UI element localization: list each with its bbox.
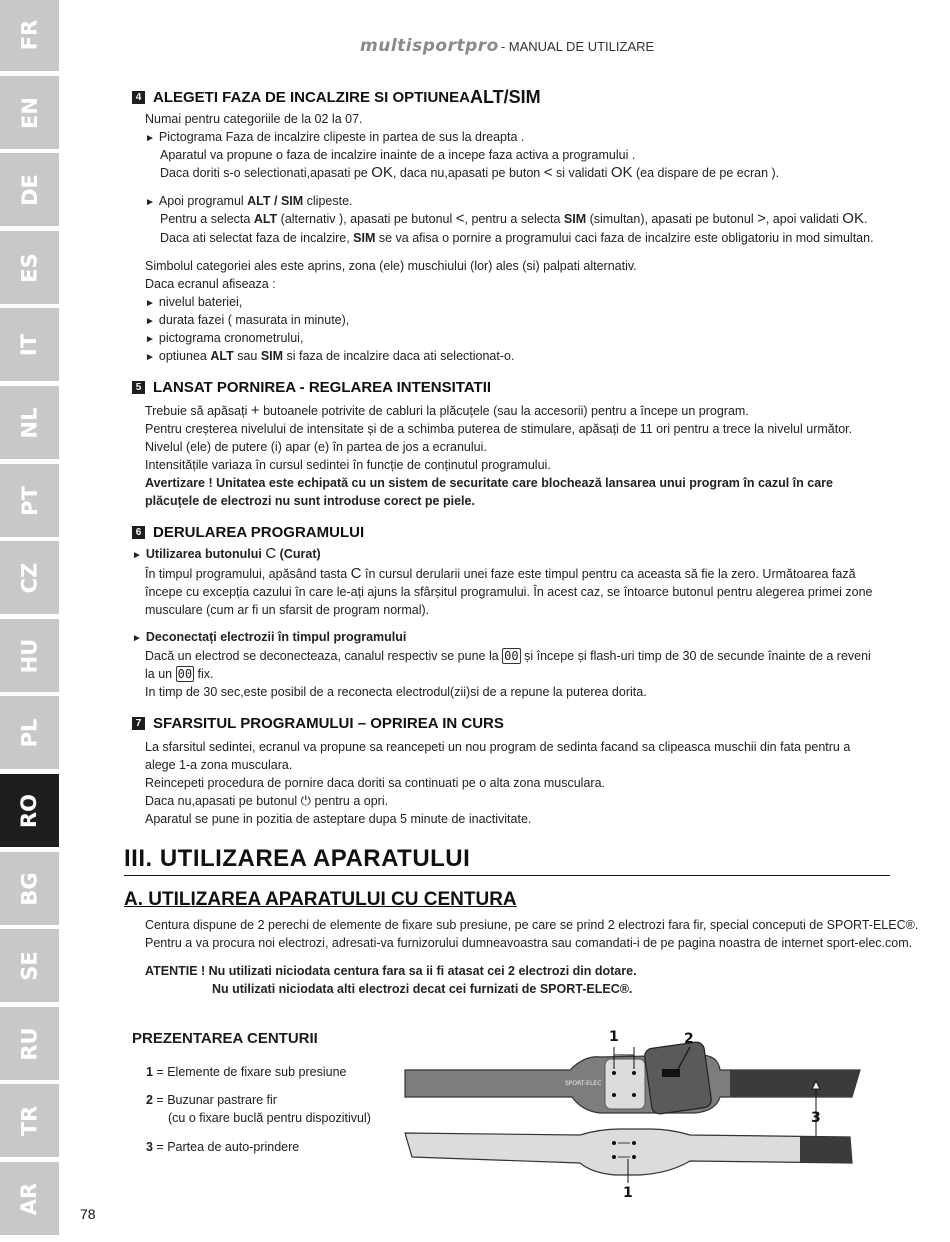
legend-item: 1 = Elemente de fixare sub presiune — [146, 1065, 347, 1079]
paragraph: Pentru creșterea nivelului de intensitate și de a schimba puterea de stimulare, apăsați de 11 ori pentru a trece la nivelul următor. — [145, 422, 853, 436]
section-number: 7 — [132, 717, 145, 730]
language-tab-nl[interactable] — [0, 386, 59, 459]
language-tab-ru[interactable] — [0, 1007, 59, 1080]
paragraph: Daca ati selectat faza de incalzire, SIM se va afisa o pornire a programului caci faza de incalzire este obligatoriu in mod simultan. — [160, 231, 874, 245]
language-tab-label: IT — [17, 333, 42, 356]
page-header — [360, 36, 654, 56]
paragraph: Daca ecranul afiseaza : — [145, 277, 276, 291]
bullet-item: ► optiunea ALT sau SIM si faza de incalzire daca ati selectionat-o. — [145, 349, 515, 363]
language-tab-label: EN — [17, 96, 42, 129]
language-tab-hu[interactable] — [0, 619, 59, 692]
paragraph: începe cu excepția cazului în care le-ați ajuns la sfârșitul programului. În acest caz, se întoarce butonul pentru alegerea primei zone — [145, 585, 873, 599]
belt-logo: SPORT-ELEC — [565, 1080, 602, 1087]
paragraph: Nivelul (ele) de putere (i) apar (e) în partea de jos a ecranului. — [145, 440, 487, 454]
header-title: - MANUAL DE UTILIZARE — [500, 39, 655, 54]
section-5-heading — [132, 379, 491, 396]
language-tab-en[interactable] — [0, 76, 59, 149]
presentation-title: PREZENTAREA CENTURII — [132, 1030, 318, 1047]
language-tab-ro[interactable] — [0, 774, 59, 847]
section-title-code: ALT/SIM — [469, 87, 541, 107]
callout-2: 2 — [684, 1031, 694, 1047]
language-tab-label: NL — [17, 407, 42, 438]
paragraph: Aparatul se pune in pozitia de asteptare dupa 5 minute de inactivitate. — [145, 812, 532, 826]
language-tab-label: RO — [17, 793, 42, 828]
language-tab-se[interactable] — [0, 929, 59, 1002]
language-tab-es[interactable] — [0, 231, 59, 304]
paragraph: În timpul programului, apăsând tasta C în cursul derularii unei faze este timpul pentru ca aceasta să fie la zero. Următoarea fază — [145, 565, 856, 582]
subsection-heading: ► Deconectați electrozii în timpul programului — [132, 630, 407, 644]
section-title: DERULAREA PROGRAMULUI — [153, 524, 365, 541]
paragraph: Daca nu,apasati pe butonul ⏻ pentru a opri. — [145, 793, 389, 808]
language-tab-it[interactable] — [0, 308, 59, 381]
language-tab-label: CZ — [17, 562, 42, 593]
language-tab-ar[interactable] — [0, 1162, 59, 1235]
language-tab-pl[interactable] — [0, 696, 59, 769]
section-7-heading — [132, 715, 504, 732]
paragraph: Numai pentru categoriile de la 02 la 07. — [145, 112, 363, 126]
paragraph: Pentru a va procura noi electrozi, adresati-va furnizorului dumneavoastra sau comandati-i de pe pagina noastra de internet sport-elec.com. — [145, 936, 913, 950]
section-title: ALEGETI FAZA DE INCALZIRE SI OPTIUNEA — [153, 89, 470, 106]
paragraph: Aparatul va propune o faza de incalzire inainte de a incepe faza activa a programului . — [160, 148, 636, 162]
section-number: 6 — [132, 526, 145, 539]
paragraph: La sfarsitul sedintei, ecranul va propune sa reancepeti un nou program de sedinta facand sa clipeasca muschii din fata pentru a — [145, 740, 851, 754]
bullet-item: ► nivelul bateriei, — [145, 295, 243, 309]
callout-1-bottom: 1 — [623, 1185, 633, 1201]
paragraph: musculare (cum ar fi un sfarsit de program normal). — [145, 603, 430, 617]
language-tab-label: PL — [17, 718, 42, 747]
paragraph: Trebuie să apăsați + butoanele potrivite de cabluri la plăcuțele (sau la accesorii) pentru a începe un program. — [145, 402, 749, 419]
section-4-heading — [132, 87, 541, 108]
language-tab-label: HU — [17, 638, 42, 673]
page-number: 78 — [80, 1206, 96, 1222]
paragraph: Reincepeti procedura de pornire daca doriti sa continuati pe o alta zona musculara. — [145, 776, 605, 790]
paragraph: Dacă un electrod se deconecteaza, canalul respectiv se pune la 00 și începe și flash-uri timp de 30 de secunde înainte de a reveni — [145, 649, 871, 663]
section-number: 4 — [132, 91, 145, 104]
power-icon: ⏻ — [300, 793, 311, 808]
language-tab-bg[interactable] — [0, 852, 59, 925]
paragraph: In timp de 30 sec,este posibil de a reconecta electrodul(zii)si de a repune la puterea dorita. — [145, 685, 647, 699]
language-sidebar — [0, 0, 59, 1242]
paragraph: la un 00 fix. — [145, 667, 214, 681]
language-tab-cz[interactable] — [0, 541, 59, 614]
warning-text: plăcuțele de electrozi nu sunt introduse corect pe piele. — [145, 494, 475, 508]
language-tab-label: BG — [17, 871, 42, 906]
language-tab-label: TR — [17, 1105, 42, 1136]
warning-text: ATENTIE ! Nu utilizati niciodata centura fara sa ii fi atasat cei 2 electrozi din dotare. — [145, 964, 637, 978]
subsection-heading: ► Utilizarea butonului C (Curat) — [132, 545, 321, 562]
language-tab-label: SE — [17, 950, 42, 981]
bullet-item: ► durata fazei ( masurata in minute), — [145, 313, 350, 327]
language-tab-label: RU — [17, 1026, 42, 1061]
legend-item: 2 = Buzunar pastrare fir — [146, 1093, 277, 1107]
callout-3: 3 — [811, 1110, 821, 1126]
section-title: SFARSITUL PROGRAMULUI – OPRIREA IN CURS — [153, 715, 504, 732]
legend-item: 3 = Partea de auto-prindere — [146, 1140, 300, 1154]
callout-1: 1 — [609, 1029, 619, 1045]
language-tab-pt[interactable] — [0, 464, 59, 537]
segment-display-icon: 00 — [177, 667, 193, 681]
paragraph: Daca doriti s-o selectionati,apasati pe OK, daca nu,apasati pe buton < si validati OK (ea dispare de pe ecran ). — [160, 164, 780, 181]
paragraph: Pentru a selecta ALT (alternativ ), apasati pe butonul <, pentru a selecta SIM (simultan), apasati pe butonul >, apoi validati OK. — [160, 210, 868, 227]
paragraph: Intensitățile variaza în cursul sedintei în funcție de conținutul programului. — [145, 458, 551, 472]
paragraph: Centura dispune de 2 perechi de elemente de fixare sub presiune, pe care se prind 2 electrozi fara fir, special conceputi de SPORT-ELEC®. — [145, 918, 919, 932]
section-number: 5 — [132, 381, 145, 394]
bullet-item: ► Pictograma Faza de incalzire clipeste in partea de sus la dreapta . — [145, 130, 525, 144]
chapter-subtitle: A. UTILIZAREA APARATULUI CU CENTURA — [124, 889, 517, 910]
bullet-item: ► Apoi programul ALT / SIM clipeste. — [145, 194, 353, 208]
warning-text: Avertizare ! Unitatea este echipată cu un sistem de securitate care blochează lansarea unui program în cazul în care — [145, 476, 833, 490]
section-6-heading — [132, 524, 364, 541]
language-tab-label: FR — [17, 19, 42, 50]
chapter-title: III. UTILIZAREA APARATULUI — [124, 845, 890, 876]
paragraph: alege 1-a zona musculara. — [145, 758, 293, 772]
paragraph: Simbolul categoriei ales este aprins, zona (ele) muschiului (lor) ales (si) palpati alternativ. — [145, 259, 637, 273]
language-tab-label: DE — [17, 173, 42, 206]
language-tab-tr[interactable] — [0, 1084, 59, 1157]
bullet-item: ► pictograma cronometrului, — [145, 331, 304, 345]
language-tab-de[interactable] — [0, 153, 59, 226]
language-tab-label: ES — [17, 252, 42, 283]
brand-logo: multisportpro — [360, 36, 499, 56]
language-tab-label: PT — [17, 485, 42, 516]
language-tab-fr[interactable] — [0, 0, 59, 71]
warning-text: Nu utilizati niciodata alti electrozi decat cei furnizati de SPORT-ELEC®. — [212, 982, 633, 996]
section-title: LANSAT PORNIREA - REGLAREA INTENSITATII — [153, 379, 492, 396]
belt-illustration — [400, 1025, 870, 1205]
segment-display-icon: 00 — [504, 649, 519, 663]
language-tab-label: AR — [17, 1182, 42, 1215]
legend-item-detail: (cu o fixare buclă pentru dispozitivul) — [168, 1111, 371, 1125]
